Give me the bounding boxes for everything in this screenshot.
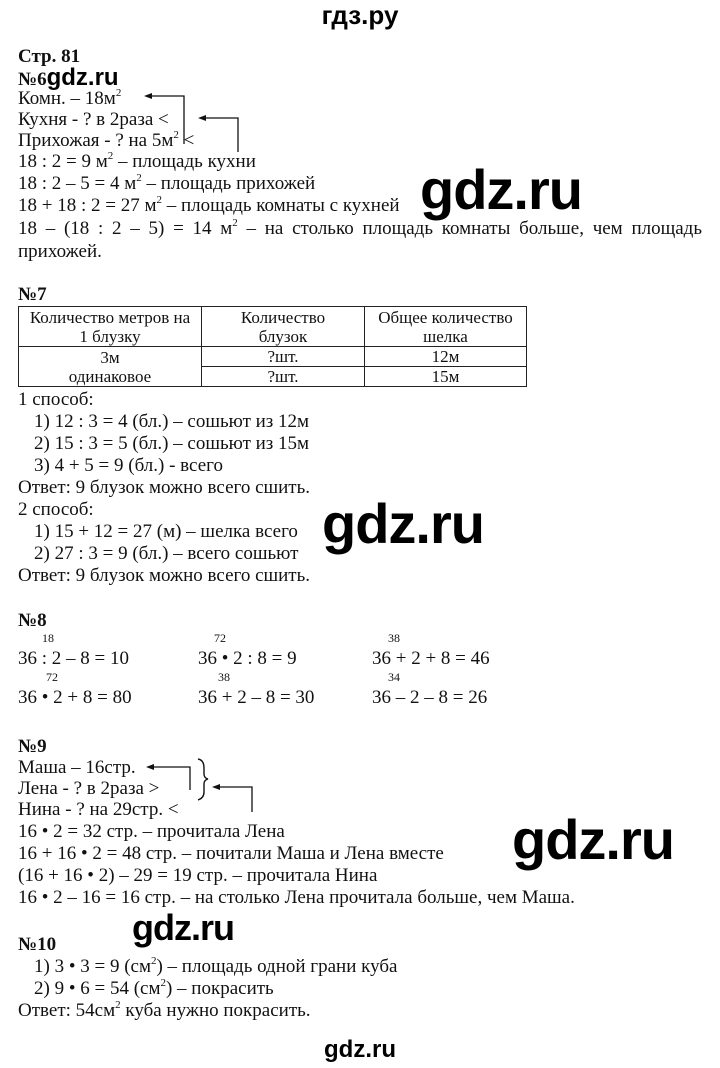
- header-line: блузок: [258, 326, 308, 346]
- expr: 36 • 2 + 8 = 80: [18, 687, 132, 708]
- method1-step: 2) 15 : 3 = 5 (бл.) – сошьют из 15м: [34, 433, 310, 454]
- answer-pre: Ответ: 54см: [18, 1000, 116, 1021]
- task9-given: Лена - ? в 2раза >: [18, 778, 160, 799]
- given-text: Прихожая - ? на 5м: [18, 130, 174, 151]
- method1-step: 1) 12 : 3 = 4 (бл.) – сошьют из 12м: [34, 411, 310, 432]
- task6-continuation: прихожей.: [18, 241, 102, 262]
- expr: 36 – 2 – 8 = 26: [372, 687, 488, 708]
- step-pre: 2) 9 • 6 = 54 (см: [34, 978, 161, 999]
- expr: 36 • 2 : 8 = 9: [198, 648, 297, 669]
- expr-over: 72: [214, 631, 226, 645]
- step-post: – площадь кухни: [113, 151, 256, 172]
- step-post: ) – площадь одной грани куба: [156, 956, 398, 977]
- site-header[interactable]: гдз.ру: [321, 0, 399, 30]
- table-cell: 12м: [365, 347, 527, 367]
- watermark-logo: gdz.ru: [46, 64, 119, 91]
- expr: 36 + 2 – 8 = 30: [198, 687, 315, 708]
- cell-line: 3м: [100, 347, 120, 367]
- task10-step-1: [34, 978, 274, 1000]
- header-line: шелка: [423, 326, 468, 346]
- arrow-icon: [152, 767, 252, 812]
- superscript: 2: [156, 194, 162, 206]
- given-text: Кухня - ? в 2раза <: [18, 109, 169, 130]
- expr-over: 34: [388, 670, 400, 684]
- method1-title: 1 способ:: [18, 389, 94, 410]
- given-tail: <: [178, 130, 195, 151]
- task9-number: №9: [18, 736, 47, 757]
- expr: 36 + 2 + 8 = 46: [372, 648, 490, 669]
- superscript: 2: [115, 87, 122, 99]
- watermark: gdz.ru: [420, 158, 582, 221]
- task9-step: (16 + 16 • 2) – 29 = 19 стр. – прочитала Нина: [18, 865, 378, 886]
- expr-over: 18: [42, 631, 54, 645]
- method2-step: 1) 15 + 12 = 27 (м) – шелка всего: [34, 521, 298, 542]
- step-post: – на столько площадь комнаты больше, чем площадь: [237, 218, 702, 239]
- expr-over: 72: [46, 670, 58, 684]
- step-pre: 18 – (18 : 2 – 5) = 14 м: [18, 218, 233, 239]
- header-line: Общее количество: [378, 307, 513, 327]
- superscript: 2: [107, 150, 114, 162]
- table-cell: 15м: [365, 367, 527, 387]
- method2-answer: Ответ: 9 блузок можно всего сшить.: [18, 565, 311, 586]
- step-pre: 18 : 2 = 9 м: [18, 151, 108, 172]
- header-line: 1 блузку: [79, 326, 141, 346]
- step-post: – площадь прихожей: [141, 173, 316, 194]
- task10-answer: [18, 1000, 311, 1022]
- superscript: 2: [115, 999, 121, 1011]
- expr-over: 38: [388, 631, 400, 645]
- superscript: 2: [150, 955, 157, 967]
- task10-step-0: [34, 956, 397, 978]
- expr: 36 : 2 – 8 = 10: [18, 648, 129, 669]
- superscript: 2: [232, 217, 238, 229]
- step-pre: 1) 3 • 3 = 9 (см: [34, 956, 151, 977]
- step-pre: 18 + 18 : 2 = 27 м: [18, 195, 157, 216]
- expr-over: 38: [218, 670, 230, 684]
- task9-given: Нина - ? на 29стр. <: [18, 799, 179, 820]
- superscript: 2: [173, 129, 179, 141]
- answer-post: куба нужно покрасить.: [120, 1000, 311, 1021]
- header-line: Количество: [240, 307, 326, 327]
- step-post: – площадь комнаты с кухней: [161, 195, 400, 216]
- task9-step: 16 • 2 = 32 стр. – прочитала Лена: [18, 821, 285, 842]
- task7-number: №7: [18, 284, 47, 305]
- step-post: ) – покрасить: [165, 978, 274, 999]
- footer-watermark[interactable]: gdz.ru: [324, 1036, 396, 1063]
- given-text: Комн. – 18м: [18, 88, 116, 109]
- task10-number: №10: [18, 934, 57, 955]
- watermark: gdz.ru: [132, 907, 234, 948]
- task6-number-text: №6: [18, 69, 47, 90]
- task9-step: 16 • 2 – 16 = 16 стр. – на столько Лена прочитала больше, чем Маша.: [18, 887, 575, 908]
- table-cell: ?шт.: [202, 367, 365, 387]
- table-cell: ?шт.: [202, 347, 365, 367]
- superscript: 2: [160, 977, 166, 989]
- brace-icon: [198, 759, 208, 800]
- superscript: 2: [136, 172, 142, 184]
- method2-title: 2 способ:: [18, 499, 94, 520]
- task8-number: №8: [18, 610, 47, 631]
- watermark: gdz.ru: [512, 808, 674, 871]
- page-label: Стр. 81: [18, 46, 81, 67]
- header-line: Количество метров на: [29, 307, 191, 327]
- watermark: gdz.ru: [322, 492, 484, 555]
- step-pre: 18 : 2 – 5 = 4 м: [18, 173, 137, 194]
- cell-line: одинаковое: [68, 366, 152, 386]
- task9-step: 16 + 16 • 2 = 48 стр. – почитали Маша и Лена вместе: [18, 843, 444, 864]
- arrowhead-icon: [146, 764, 220, 790]
- task9-given: Маша – 16стр.: [18, 757, 136, 778]
- method1-step: 3) 4 + 5 = 9 (бл.) - всего: [34, 455, 223, 476]
- method2-step: 2) 27 : 3 = 9 (бл.) – всего сошьют: [34, 543, 299, 564]
- method1-answer: Ответ: 9 блузок можно всего сшить.: [18, 477, 311, 498]
